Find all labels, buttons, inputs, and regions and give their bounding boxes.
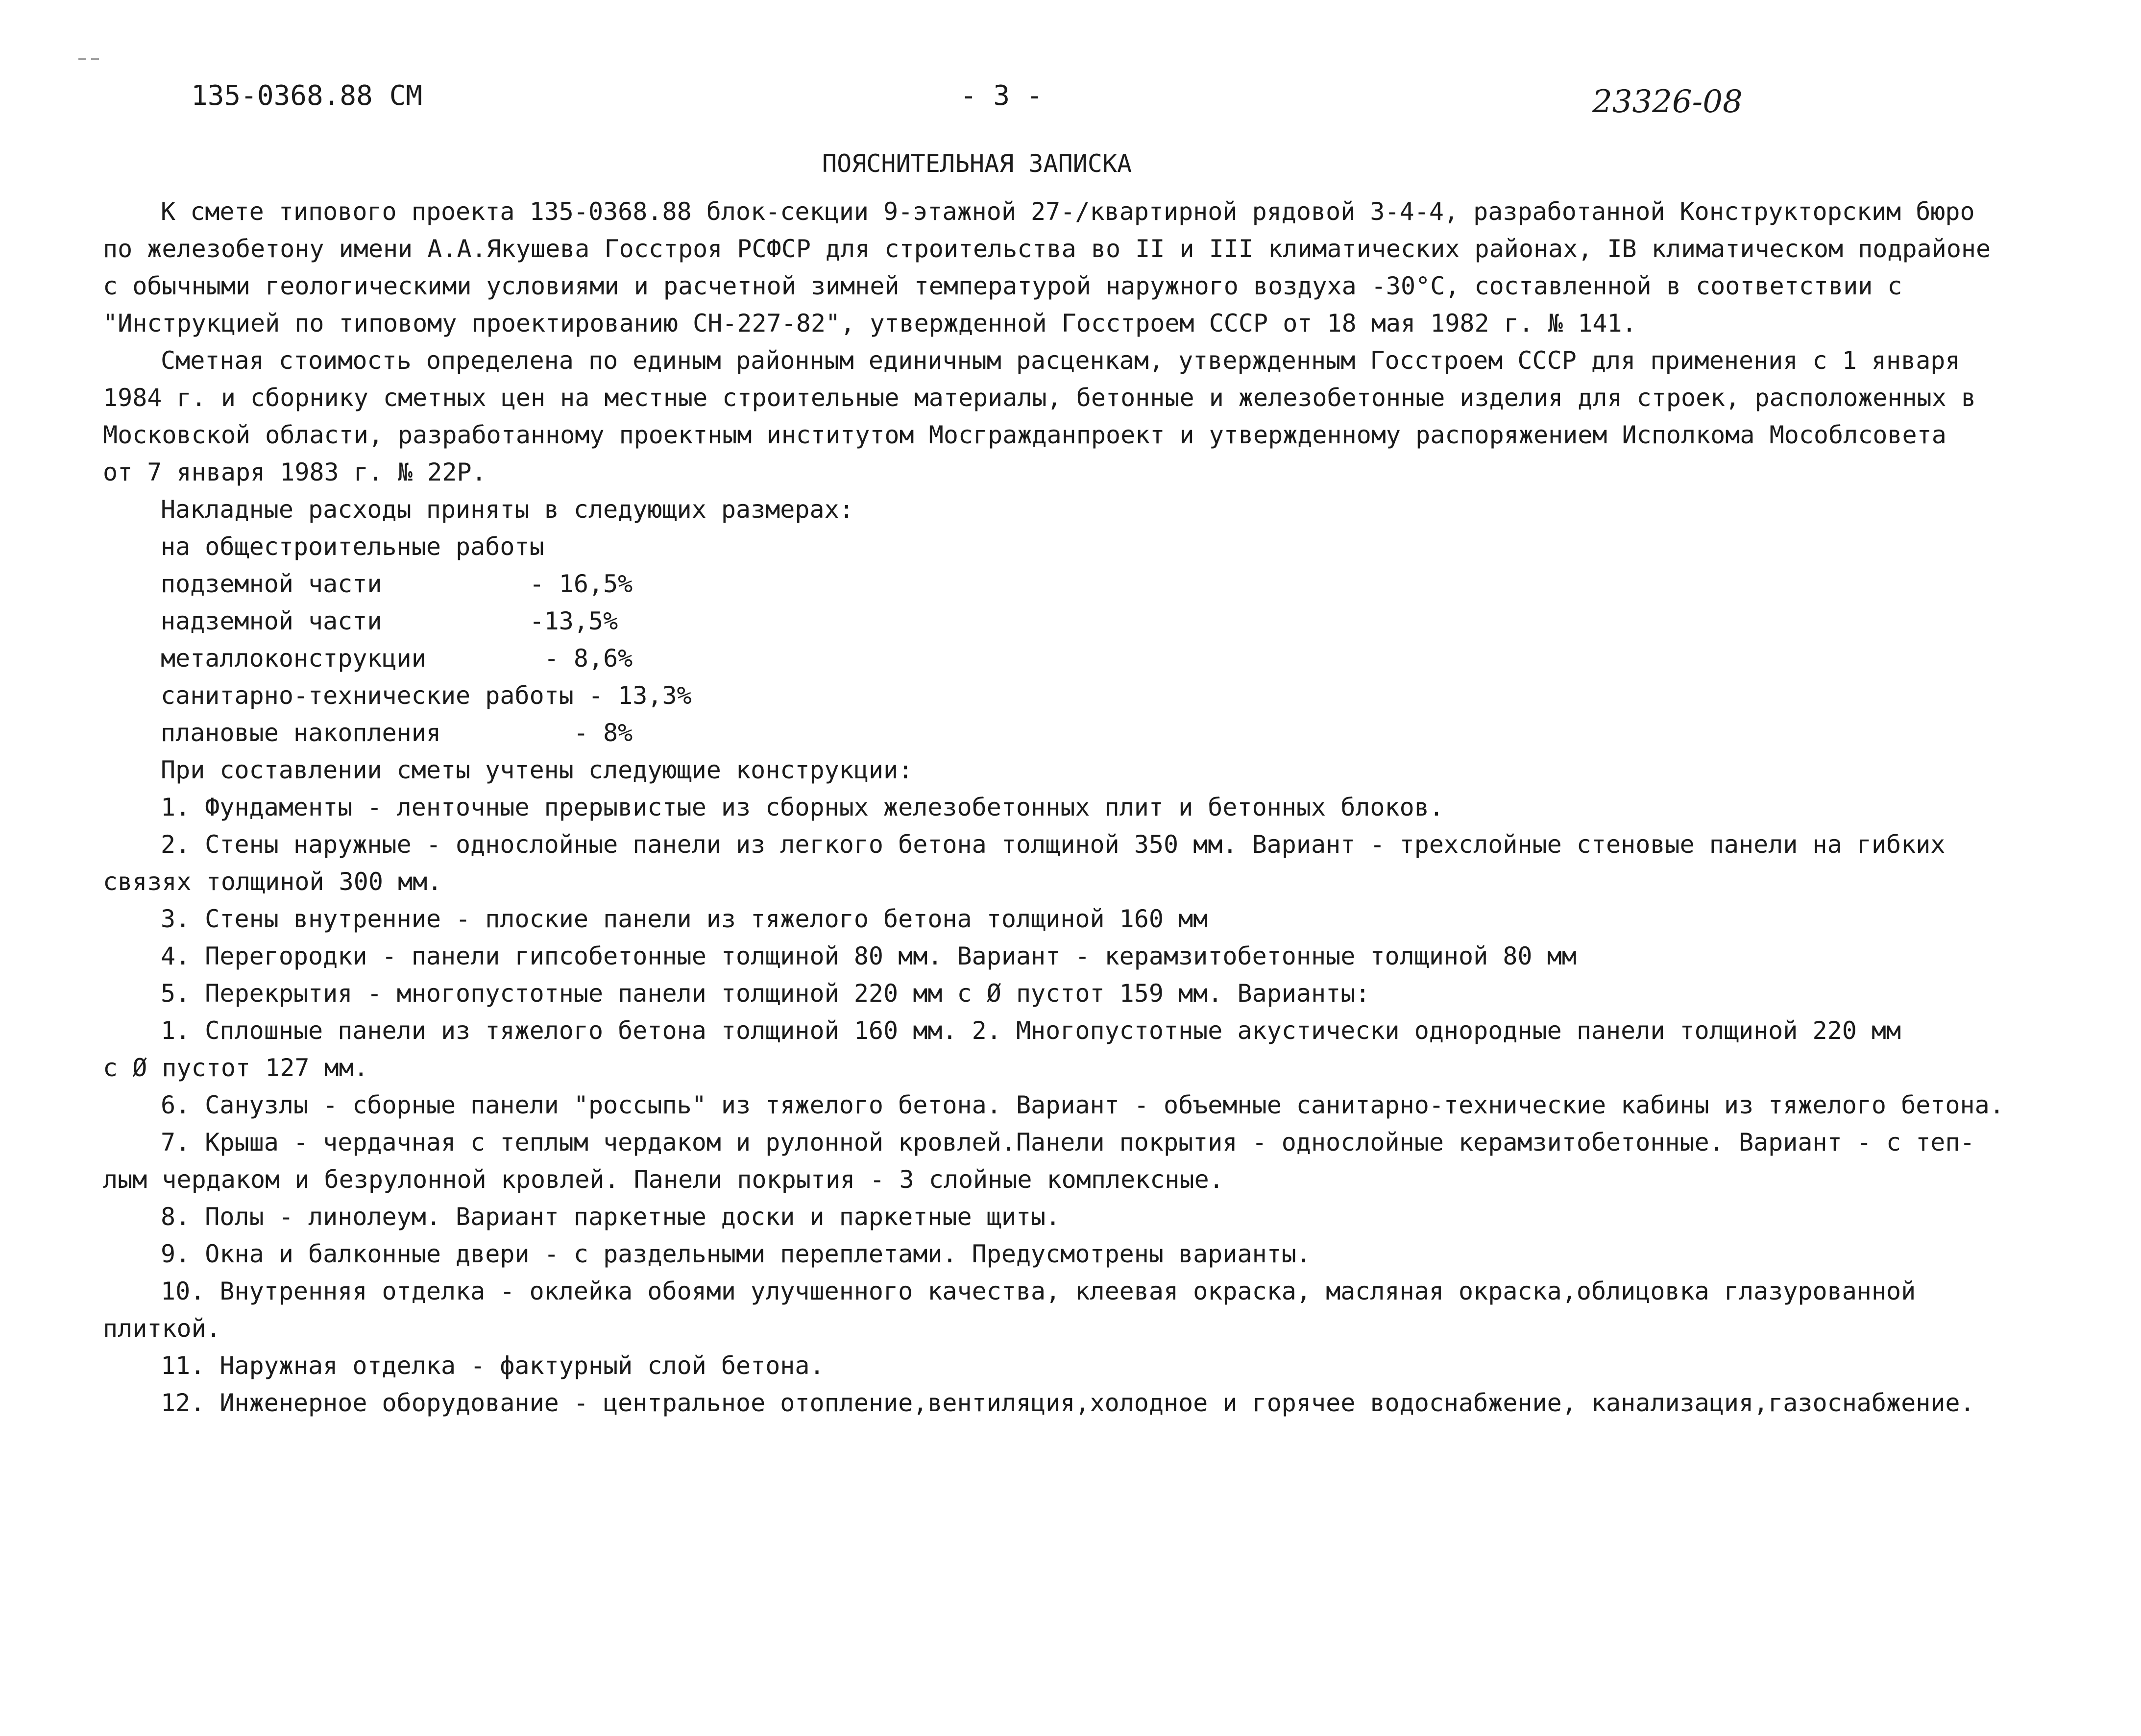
document-code: 135-0368.88 СМ (191, 80, 423, 112)
text-line: от 7 января 1983 г. № 22Р. (103, 458, 487, 486)
text-line: с обычными геологическими условиями и расчетной зимней температурой наружного воздуха -30°С, составленной в соответствии с (103, 272, 1902, 300)
text-line: санитарно-технические работы - 13,3% (161, 681, 692, 710)
text-line: надземной части -13,5% (161, 607, 618, 635)
text-line: 4. Перегородки - панели гипсобетонные толщиной 80 мм. Вариант - керамзитобетонные толщиной 80 мм (161, 942, 1577, 970)
text-line: Накладные расходы приняты в следующих размерах: (161, 495, 854, 524)
text-line: 9. Окна и балконные двери - с раздельными переплетами. Предусмотрены варианты. (161, 1240, 1311, 1268)
text-line: с Ø пустот 127 мм. (103, 1054, 368, 1082)
text-line: 2. Стены наружные - однослойные панели из легкого бетона толщиной 350 мм. Вариант - трехслойные стеновые панели на гибких (161, 830, 1946, 859)
document-title: ПОЯСНИТЕЛЬНАЯ ЗАПИСКА (822, 149, 1132, 178)
text-line: При составлении сметы учтены следующие конструкции: (161, 756, 913, 784)
text-line: металлоконструкции - 8,6% (161, 644, 633, 673)
text-line: связях толщиной 300 мм. (103, 868, 442, 896)
text-line: 8. Полы - линолеум. Вариант паркетные доски и паркетные щиты. (161, 1203, 1061, 1231)
text-line: 5. Перекрытия - многопустотные панели толщиной 220 мм с Ø пустот 159 мм. Варианты: (161, 979, 1370, 1008)
text-line: 11. Наружная отделка - фактурный слой бетона. (161, 1351, 825, 1380)
text-line: 6. Санузлы - сборные панели "россыпь" из тяжелого бетона. Вариант - объемные санитарно-технические кабины из тяжелого бетона. (161, 1091, 2004, 1119)
text-line: лым чердаком и безрулонной кровлей. Панели покрытия - 3 слойные комплексные. (103, 1165, 1224, 1194)
text-line: "Инструкцией по типовому проектированию СН-227-82", утвержденной Госстроем СССР от 18 мая 1982 г. № 141. (103, 309, 1637, 338)
page-number: - 3 - (960, 80, 1043, 112)
text-line: подземной части - 16,5% (161, 570, 633, 598)
text-line: 1. Сплошные панели из тяжелого бетона толщиной 160 мм. 2. Многопустотные акустически однородные панели толщиной 220 мм (161, 1016, 1901, 1045)
text-line: 10. Внутренняя отделка - оклейка обоями улучшенного качества, клеевая окраска, масляная окраска,облицовка глазурованной (161, 1277, 1916, 1305)
text-line: 3. Стены внутренние - плоские панели из тяжелого бетона толщиной 160 мм (161, 905, 1208, 933)
text-line: по железобетону имени А.А.Якушева Госстроя РСФСР для строительства во II и III климатических районах, IB климатическом подрайоне (103, 235, 1991, 263)
text-line: Сметная стоимость определена по единым районным единичным расценкам, утвержденным Госстроем СССР для применения с 1 января (161, 346, 1960, 375)
text-line: К смете типового проекта 135-0368.88 блок-секции 9-этажной 27-/квартирной рядовой 3-4-4, разработанной Конструкторским бюро (161, 197, 1975, 226)
text-line: Московской области, разработанному проектным институтом Мосгражданпроект и утвержденному распоряжением Исполкома Мособлсовета (103, 421, 1946, 449)
handwritten-number: 23326-08 (1592, 84, 1743, 120)
text-line: плиткой. (103, 1314, 221, 1343)
text-line: 12. Инженерное оборудование - центральное отопление,вентиляция,холодное и горячее водоснабжение, канализация,газоснабжение. (161, 1389, 1975, 1417)
text-line: 1. Фундаменты - ленточные прерывистые из сборных железобетонных плит и бетонных блоков. (161, 793, 1444, 821)
text-line: плановые накопления - 8% (161, 719, 633, 747)
scan-speck-marks (78, 53, 122, 56)
text-line: 1984 г. и сборнику сметных цен на местные строительные материалы, бетонные и железобетонные изделия для строек, расположенных в (103, 384, 1976, 412)
text-line: 7. Крыша - чердачная с теплым чердаком и рулонной кровлей.Панели покрытия - однослойные керамзитобетонные. Вариант - с теп- (161, 1128, 1975, 1157)
text-line: на общестроительные работы (161, 532, 544, 561)
